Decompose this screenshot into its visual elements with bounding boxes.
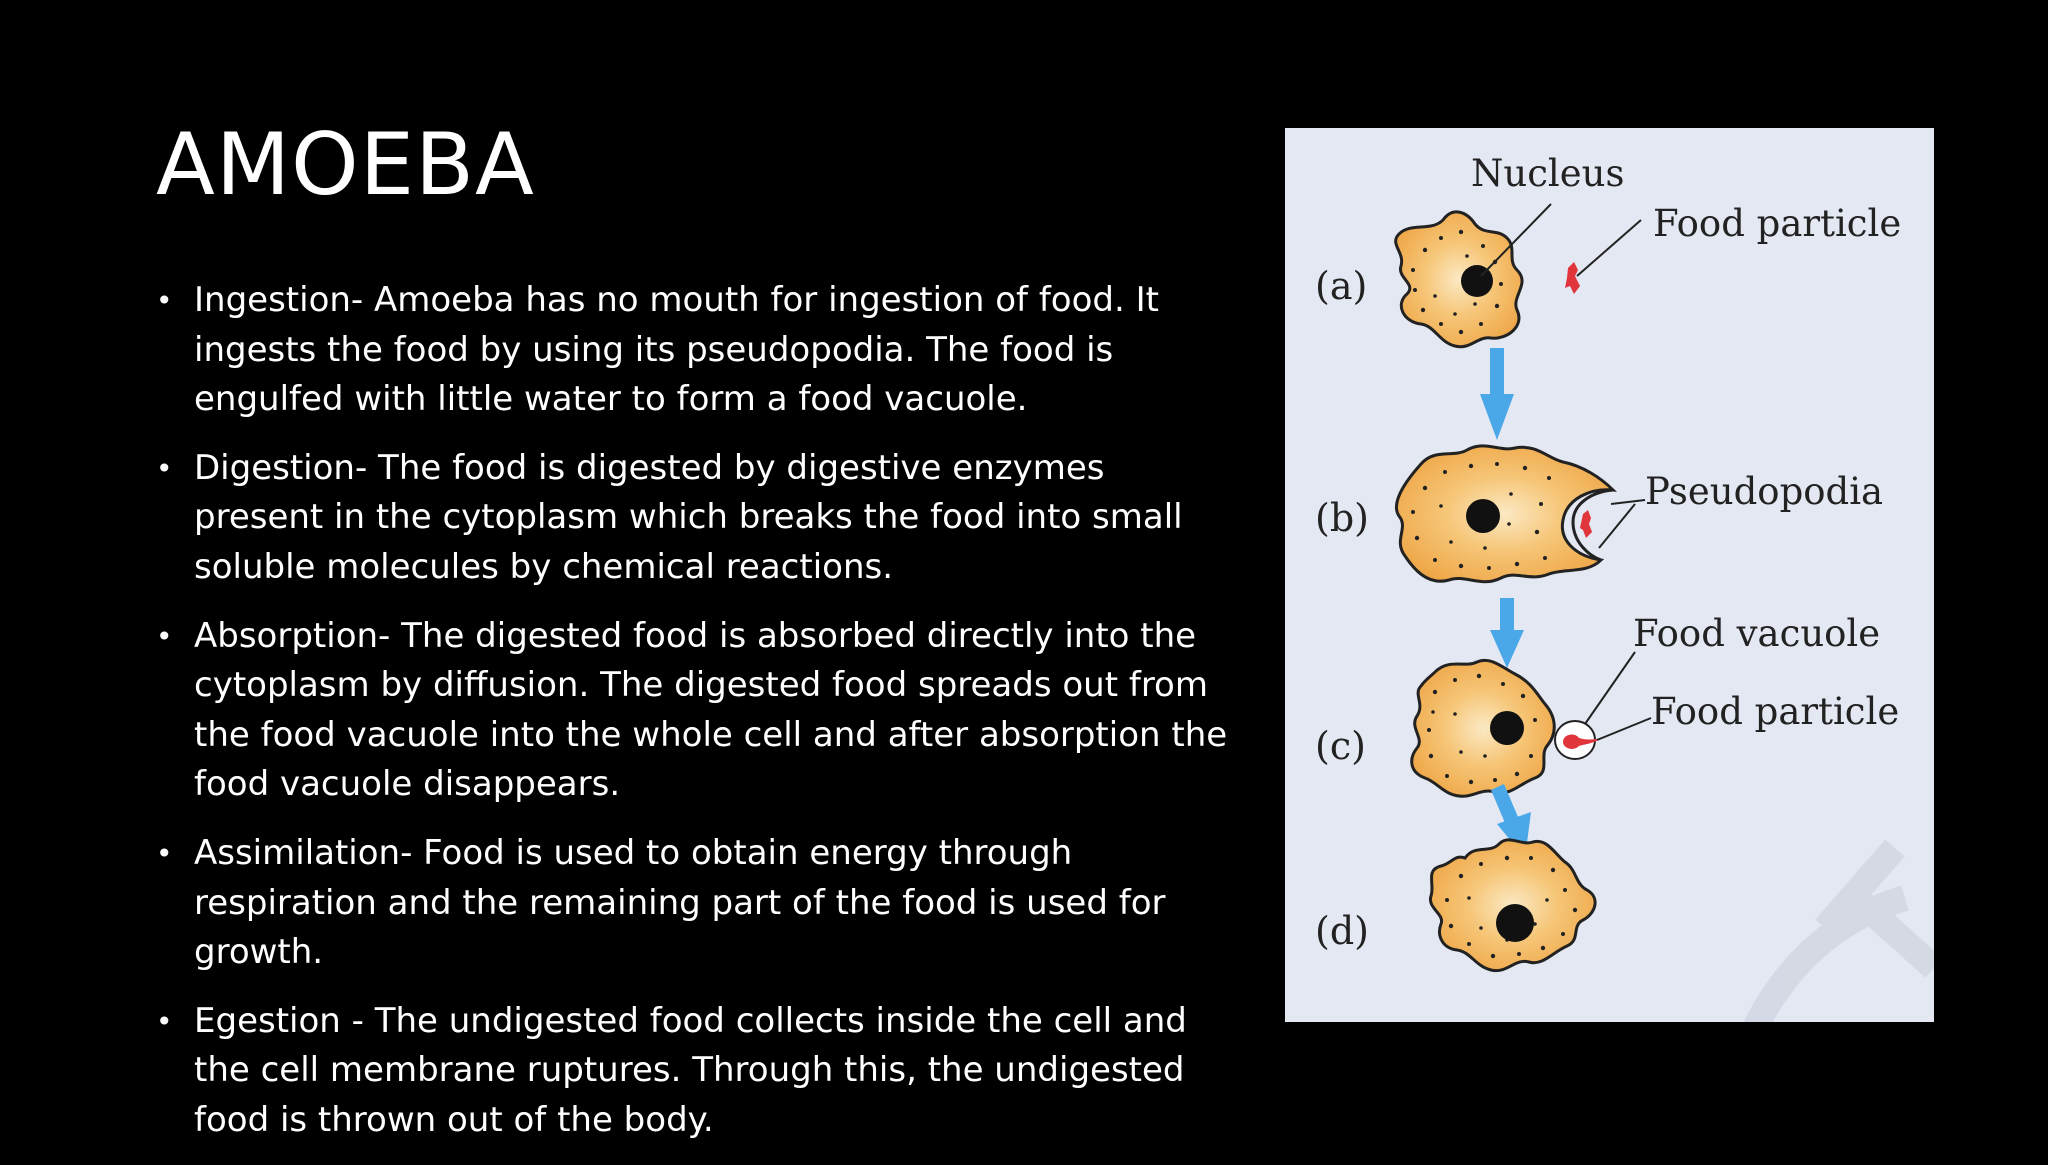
stage-label-a: (a) xyxy=(1315,264,1368,308)
amoeba-cell-c xyxy=(1412,660,1555,796)
label-pseudopodia: Pseudopodia xyxy=(1645,470,1884,513)
food-particle-pointer-c xyxy=(1597,718,1651,740)
bullet-text: Digestion- The food is digested by digestive enzymes present in the cytoplasm which breaks the food into small soluble molecules by chemical reactions. xyxy=(194,447,1183,587)
nucleus-b xyxy=(1466,499,1500,533)
pseudopodia-pointer-upper xyxy=(1611,500,1645,504)
label-nucleus: Nucleus xyxy=(1471,152,1625,195)
bullet-dot: • xyxy=(156,1004,173,1038)
label-food-vacuole: Food vacuole xyxy=(1633,612,1881,655)
page-title: AMOEBA xyxy=(156,115,535,215)
label-food-particle-c: Food particle xyxy=(1651,690,1900,733)
stage-label-d: (d) xyxy=(1315,909,1369,953)
bullet-text: Egestion - The undigested food collects inside the cell and the cell membrane ruptures. Through this, the undigested food is thrown out of the body. xyxy=(194,1000,1187,1140)
bullet-egestion xyxy=(156,997,1236,1146)
food-particle-a xyxy=(1565,262,1580,294)
stage-label-c: (c) xyxy=(1315,724,1366,768)
bullet-text: Ingestion- Amoeba has no mouth for ingestion of food. It ingests the food by using its pseudopodia. The food is engulfed with little water to form a food vacuole. xyxy=(194,280,1159,420)
arrow-down-icon xyxy=(1480,348,1514,440)
bullet-dot: • xyxy=(156,451,173,485)
pseudopodia-cup xyxy=(1573,490,1613,560)
label-food-particle-a: Food particle xyxy=(1653,202,1902,245)
bullet-digestion xyxy=(156,444,1236,593)
bullet-absorption xyxy=(156,612,1236,810)
arrow-down-icon xyxy=(1490,598,1524,668)
amoeba-nutrition-diagram xyxy=(1285,128,1934,1022)
nucleus-cell-c xyxy=(1490,711,1524,745)
nucleus-d xyxy=(1496,904,1534,942)
food-pointer-a xyxy=(1577,220,1641,276)
bullet-ingestion xyxy=(156,276,1236,425)
bullet-dot: • xyxy=(156,284,173,317)
food-vacuole-pointer xyxy=(1585,652,1635,724)
stage-label-b: (b) xyxy=(1315,496,1369,540)
bullet-text: Assimilation- Food is used to obtain energy through respiration and the remaining part of the food is used for growth. xyxy=(194,832,1166,973)
watermark-mark xyxy=(1755,848,1934,1022)
bullet-assimilation xyxy=(156,829,1236,978)
bullet-dot: • xyxy=(156,836,173,870)
bullet-list xyxy=(156,276,1236,1165)
bullet-dot: • xyxy=(156,619,173,653)
bullet-text: Absorption- The digested food is absorbed directly into the cytoplasm by diffusion. The digested food spreads out from the food vacuole into the whole cell and after absorption the food vacuole disappears. xyxy=(194,615,1228,805)
